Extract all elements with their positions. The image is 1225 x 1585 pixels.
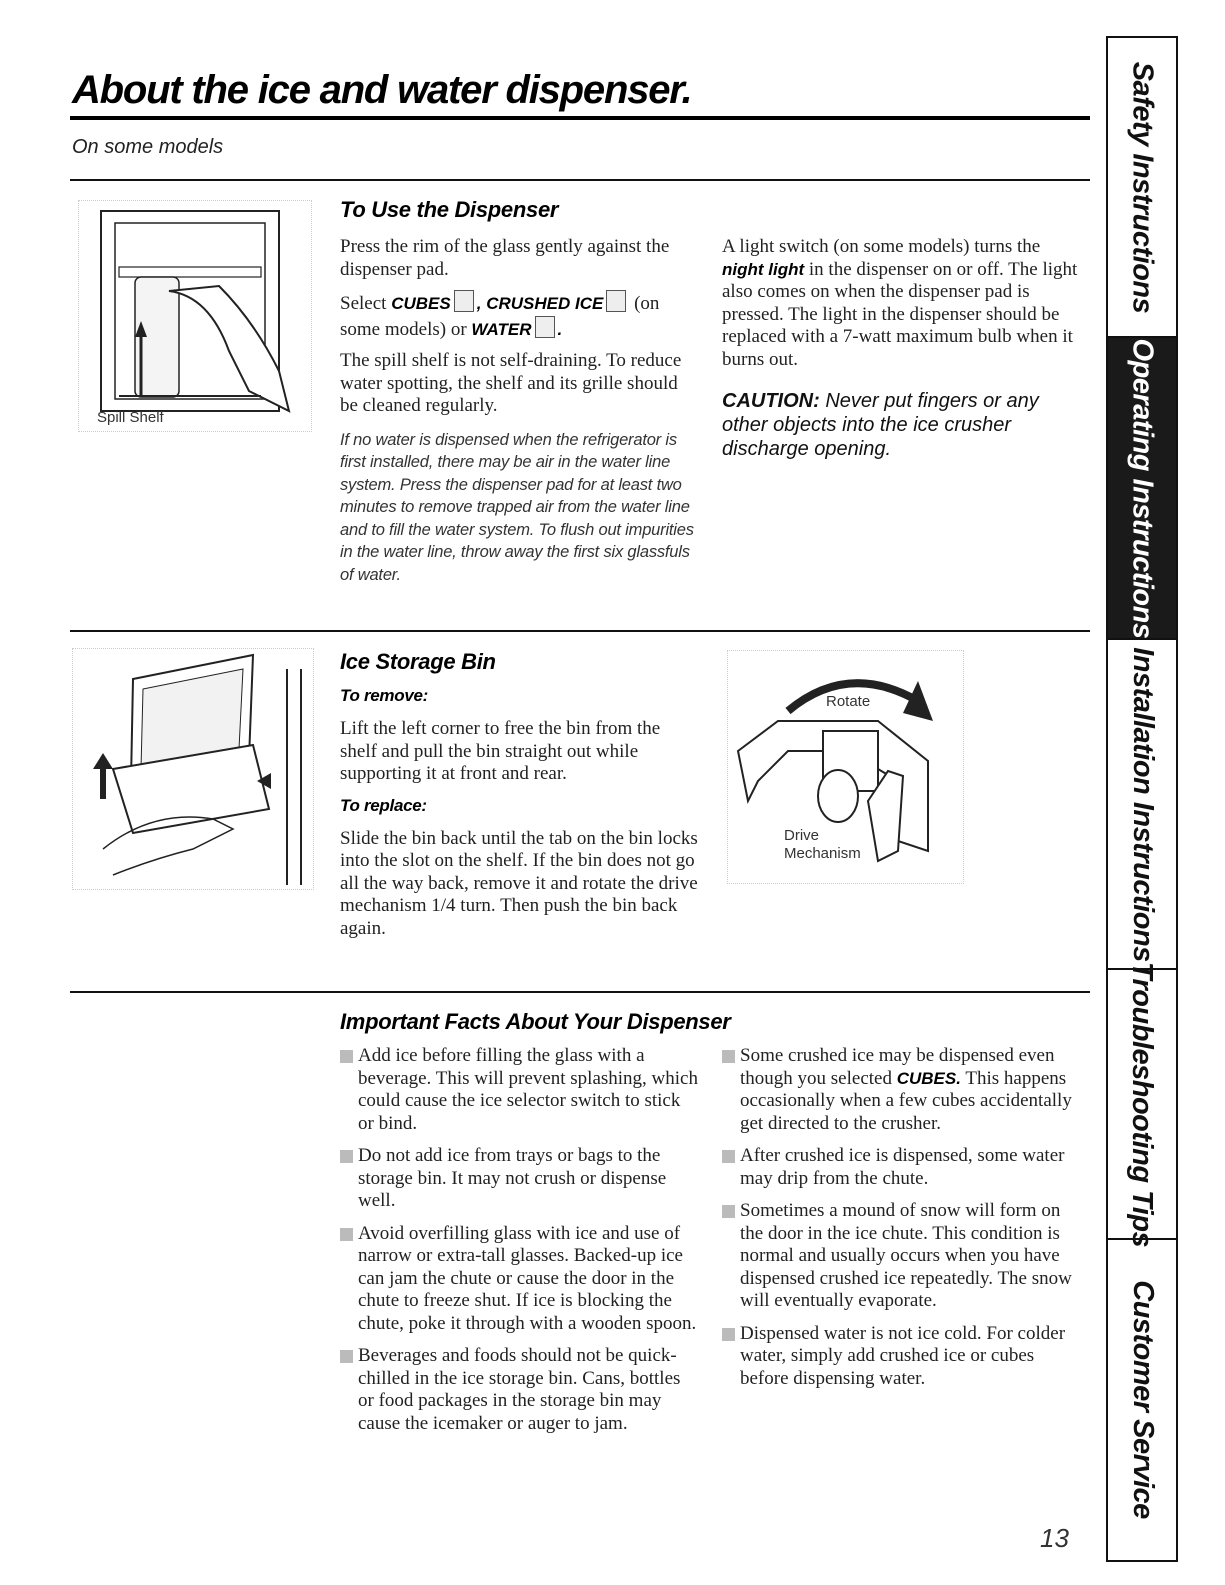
- dispenser-p1: Press the rim of the glass gently against the dispenser pad.: [340, 236, 670, 280]
- fact-item: [340, 1145, 700, 1213]
- bullet-icon: [340, 1050, 353, 1063]
- section-tabs: [1106, 36, 1178, 1562]
- fact-item: [722, 1200, 1080, 1313]
- bullet-icon: [722, 1050, 735, 1063]
- select-text: Select: [340, 293, 387, 314]
- fact-text: Some crushed ice may be dispensed even though you selected: [740, 1045, 1055, 1089]
- water-icon: [535, 316, 555, 338]
- page-number: 13: [1040, 1523, 1069, 1553]
- fact-item: [340, 1345, 700, 1435]
- cubes-keyword: CUBES.: [896, 1068, 961, 1088]
- crushed-ice-icon: [606, 290, 626, 312]
- caution-text: Never put fingers or any other objects into the ice crusher discharge opening.: [722, 390, 1039, 460]
- cubes-keyword: CUBES: [391, 294, 451, 313]
- bullet-icon: [722, 1328, 735, 1341]
- drive-label: Drive: [784, 827, 820, 844]
- tab-label: Installation Instructions: [1126, 646, 1159, 962]
- fact-text: Avoid overfilling glass with ice and use of narrow or extra-tall glasses. Backed-up ice can jam the chute or cause the door in the chute to freeze shut. If ice is blocking the chute, poke it through with a wooden spoon.: [358, 1222, 697, 1334]
- fact-item: [722, 1045, 1080, 1135]
- dispenser-p3: The spill shelf is not self-draining. To reduce water spotting, the shelf and its grille should be cleaned regularly.: [340, 350, 682, 416]
- title-divider: [70, 116, 1090, 120]
- caution-label: CAUTION:: [722, 390, 820, 412]
- fact-item: [340, 1045, 700, 1135]
- bullet-icon: [722, 1150, 735, 1163]
- bullet-icon: [722, 1205, 735, 1218]
- ice-bin-body: [340, 686, 700, 940]
- tab-safety-instructions[interactable]: [1108, 38, 1176, 338]
- fact-item: [722, 1323, 1080, 1391]
- bullet-icon: [340, 1228, 353, 1241]
- section-divider: [70, 179, 1090, 181]
- caution-paragraph: [722, 389, 1082, 461]
- tab-operating-instructions[interactable]: [1108, 338, 1176, 640]
- fact-text: Beverages and foods should not be quick-chilled in the ice storage bin. Cans, bottles or food packages in the storage bin may cause the icemaker or auger to jam.: [358, 1345, 681, 1434]
- bullet-icon: [340, 1150, 353, 1163]
- ice-bin-illustration: [72, 648, 314, 890]
- drive-mechanism-illustration: [727, 650, 964, 884]
- section-divider: [70, 630, 1090, 632]
- water-keyword: WATER: [471, 319, 532, 339]
- page-title: About the ice and water dispenser.: [72, 68, 692, 112]
- facts-heading: Important Facts About Your Dispenser: [340, 1009, 731, 1034]
- fact-text: After crushed ice is dispensed, some water may drip from the chute.: [740, 1145, 1065, 1189]
- dispenser-p2: [340, 290, 700, 341]
- tab-label: Troubleshooting Tips: [1126, 961, 1159, 1247]
- replace-text: Slide the bin back until the tab on the bin locks into the slot on the shelf. If the bin does not go all the way back, remove it and rotate the drive mechanism 1/4 turn. Then push the bin back again.: [340, 827, 698, 939]
- crushed-ice-keyword: CRUSHED ICE: [486, 294, 604, 313]
- dispenser-right-column: [722, 236, 1082, 481]
- remove-text: Lift the left corner to free the bin from the shelf and pull the bin straight out while supporting it at front and rear.: [340, 718, 661, 784]
- dispenser-body: [340, 236, 700, 586]
- night-light-paragraph: [722, 236, 1082, 371]
- tab-troubleshooting-tips[interactable]: [1108, 961, 1176, 1247]
- bullet-icon: [340, 1350, 353, 1363]
- facts-left-column: [340, 1045, 700, 1435]
- page-subtitle: On some models: [72, 136, 224, 158]
- period: .: [557, 319, 563, 339]
- fact-item: [340, 1223, 700, 1336]
- night-light-text-b: in the dispenser on or off. The light also comes on when the dispenser pad is pressed. The light in the dispenser should be replaced with a 7-watt maximum bulb when it burns out.: [722, 258, 1078, 370]
- tab-label: Customer Service: [1126, 1279, 1159, 1519]
- night-light-keyword: night light: [722, 259, 805, 279]
- fact-text: Do not add ice from trays or bags to the storage bin. It may not crush or dispense well.: [358, 1145, 667, 1211]
- dispenser-heading: To Use the Dispenser: [340, 197, 559, 222]
- spill-shelf-label: Spill Shelf: [97, 409, 164, 426]
- tab-installation-instructions[interactable]: [1108, 640, 1176, 970]
- fact-text: Sometimes a mound of snow will form on the door in the ice chute. This condition is normal and usually occurs when you have dispensed crushed ice repeatedly. The snow will eventually evaporate.: [740, 1200, 1072, 1311]
- tab-label: Operating Instructions: [1126, 338, 1159, 638]
- section-divider: [70, 991, 1090, 993]
- tab-customer-service[interactable]: [1108, 1240, 1176, 1558]
- dispenser-illustration: [78, 200, 312, 432]
- ice-bin-heading: Ice Storage Bin: [340, 649, 496, 674]
- dispenser-note: If no water is dispensed when the refrigerator is first installed, there may be air in the water line system. Press the dispenser pad for at least two minutes to remove trapped air from the water line and to fill the water system. To flush out impurities in the water line, throw away the first six glassfuls of water.: [340, 430, 694, 584]
- replace-label: To replace:: [340, 795, 427, 815]
- mechanism-label: Mechanism: [784, 845, 861, 862]
- on-models-text: (on some models) or: [340, 293, 660, 340]
- fact-text: Add ice before filling the glass with a beverage. This will prevent splashing, which could cause the ice selector switch to stick or bind.: [358, 1045, 698, 1134]
- facts-right-column: [722, 1045, 1080, 1390]
- fact-text: This happens occasionally when a few cubes accidentally get directed to the crusher.: [740, 1067, 1072, 1134]
- fact-item: [722, 1145, 1080, 1190]
- cubes-icon: [454, 290, 474, 312]
- comma: ,: [476, 294, 482, 313]
- rotate-label: Rotate: [826, 693, 871, 710]
- fact-text: Dispensed water is not ice cold. For colder water, simply add crushed ice or cubes before dispensing water.: [740, 1322, 1066, 1389]
- remove-label: To remove:: [340, 686, 429, 705]
- night-light-text-a: A light switch (on some models) turns the: [722, 236, 1041, 257]
- tab-label: Safety Instructions: [1126, 61, 1159, 313]
